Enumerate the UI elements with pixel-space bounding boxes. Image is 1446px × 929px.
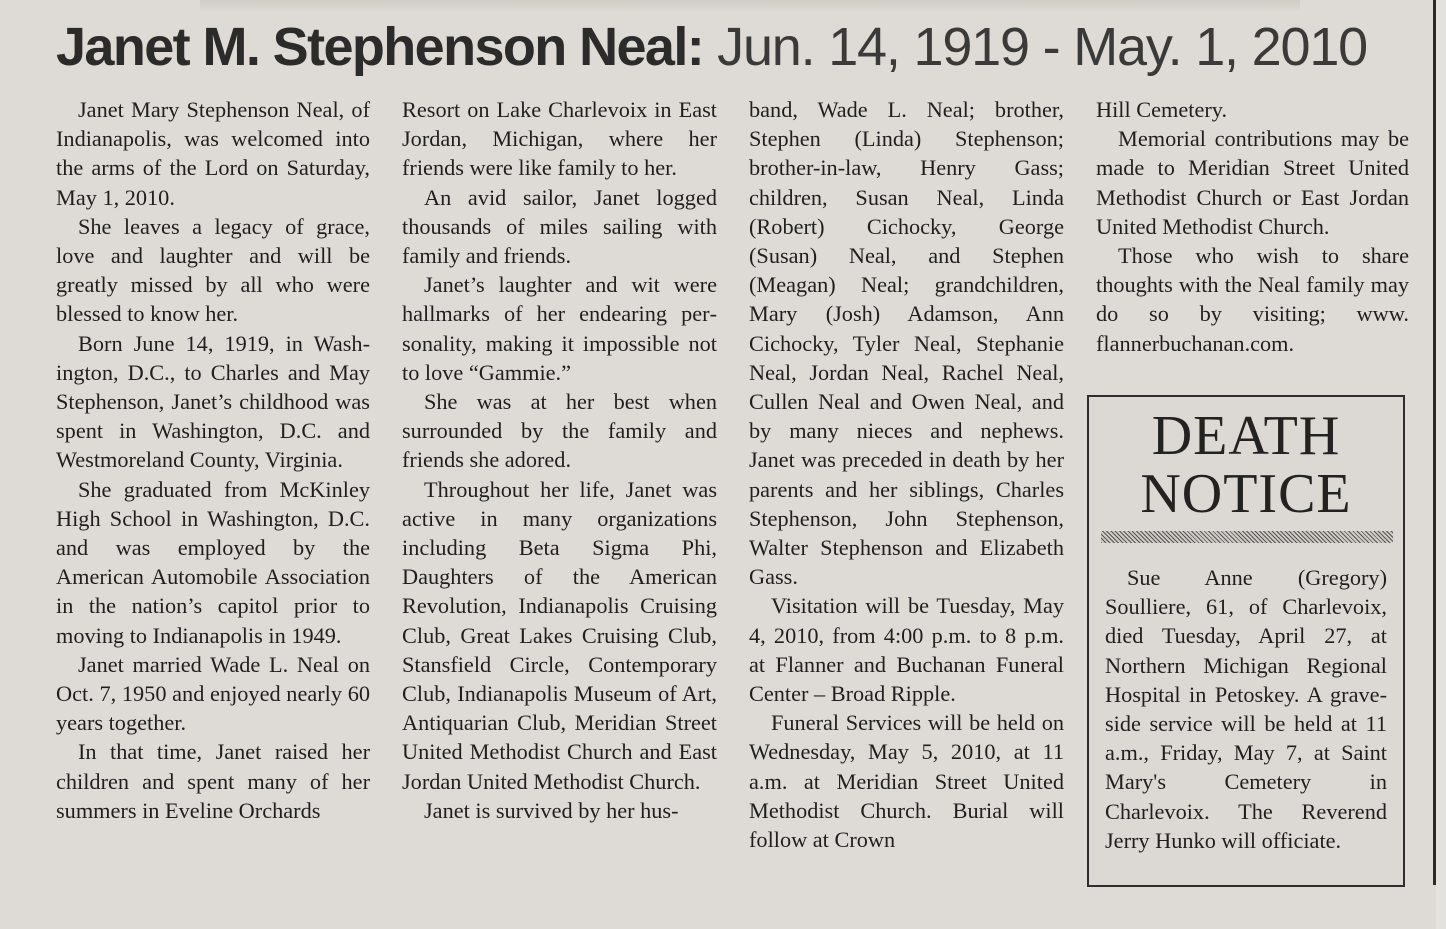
paragraph: Hill Cemetery. [1096, 97, 1228, 122]
obituary-column-3 [749, 95, 1064, 854]
paragraph: Resort on Lake Charlevoix in East Jordan, Michigan, where her friends were like family to her. [402, 97, 717, 181]
paragraph: She graduated from McKinley High School in Washington, D.C. and was employed by the American Automobile Association in the nation’s capitol prior to moving to Indianapolis in 1949. [56, 476, 370, 648]
paragraph: Janet married Wade L. Neal on Oct. 7, 1950 and enjoyed nearly 60 years together. [56, 651, 370, 736]
paragraph: Janet’s laughter and wit were hallmarks of her endearing personality, making it impossible not to love “Gammie.” [402, 272, 717, 385]
paragraph: Janet Mary Stephenson Neal, of Indianapolis, was welcomed into the arms of the Lord on Saturday, May 1, 2010. [56, 97, 370, 210]
obituary-column-1 [56, 95, 370, 825]
obituary-column-2 [402, 95, 717, 825]
column-border-rule [1433, 0, 1436, 885]
heading-line: DEATH [1151, 405, 1341, 467]
death-notice-heading [1089, 407, 1403, 523]
paragraph: Those who wish to share thoughts with the Neal family may do so by visiting; www. flannerbuchanan.com. [1096, 243, 1409, 356]
paragraph: Funeral Services will be held on Wednesday, May 5, 2010, at 11 a.m. at Meridian Street United Methodist Church. Burial will follow at Crown [749, 710, 1064, 853]
paragraph: She leaves a legacy of grace, love and laughter and will be greatly missed by all who were blessed to know her. [56, 213, 370, 327]
headline-name: Janet M. Stephenson Neal: [56, 17, 704, 77]
paragraph: An avid sailor, Janet logged thousands of miles sailing with family and friends. [402, 184, 717, 269]
hatched-divider [1101, 531, 1393, 543]
death-notice-text: Sue Anne (Gregory) Soulliere, 61, of Charlevoix, died Tuesday, April 27, at Northern Michigan Regional Hospital in Petoskey. A graveside service will be held at 11 a.m., Friday, May 7, at Saint Mary's Cemetery in Charlevoix. The Reverend Jerry Hunko will officiate. [1105, 565, 1387, 853]
obituary-headline [56, 14, 1416, 80]
headline-dates: Jun. 14, 1919 - May. 1, 2010 [717, 17, 1367, 77]
death-notice-box [1087, 395, 1405, 887]
heading-line: NOTICE [1140, 463, 1352, 525]
clipping-edge [1436, 0, 1446, 929]
paragraph: Memorial contributions may be made to Meridian Street United Methodist Church or East Jordan United Methodist Church. [1096, 126, 1409, 239]
paragraph: Born June 14, 1919, in Washington, D.C., to Charles and May Stephenson, Janet’s childhood was spent in Washington, D.C. and Westmoreland County, Virginia. [56, 330, 370, 473]
paragraph: band, Wade L. Neal; brother, Stephen (Linda) Stephenson; brother-in-law, Henry Gass; children, Susan Neal, Linda (Robert) Cichocky, George (Susan) Neal, and Stephen (Meagan) Neal; grandchildren, Mary (Josh) Adamson, Ann Cichocky, Tyler Neal, Stephanie Neal, Jordan Neal, Rachel Neal, Cullen Neal and Owen Neal, and by many nieces and nephews. Janet was preceded in death by her parents and her siblings, Charles Stephenson, John Stephenson, Walter Stephenson and Elizabeth Gass. [749, 97, 1064, 590]
paragraph: She was at her best when surrounded by the family and friends she adored. [402, 389, 717, 473]
obituary-column-4 [1096, 95, 1409, 358]
paragraph: Visitation will be Tuesday, May 4, 2010, from 4:00 p.m. to 8 p.m. at Flanner and Buchanan Funeral Center – Broad Ripple. [749, 593, 1064, 707]
previous-page-bleed [200, 0, 1300, 12]
paragraph: Janet is survived by her hus- [424, 797, 679, 823]
paragraph: Throughout her life, Janet was active in many organizations including Beta Sigma Phi, Daughters of the American Revolution, Indianapolis Cruising Club, Great Lakes Cruising Club, Stansfield Circle, Contemporary Club, Indianapolis Museum of Art, Antiquarian Club, Meridian Street United Methodist Church and East Jordan United Methodist Church. [402, 476, 717, 794]
paragraph: In that time, Janet raised her children and spent many of her summers in Eveline Orchards [56, 739, 370, 823]
